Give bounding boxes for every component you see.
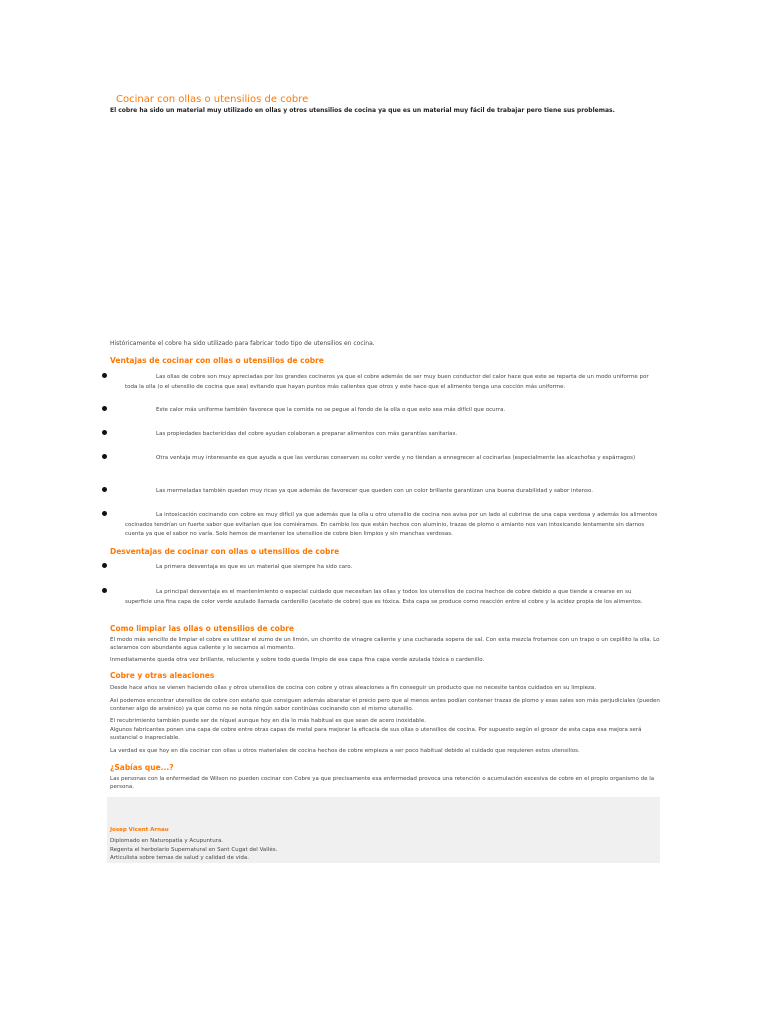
author-name: Josep Vicent Arnau: [110, 827, 169, 833]
historic-paragraph: Históricamente el cobre ha sido utilizado para fabricar todo tipo de utensilios en cocina.: [110, 340, 375, 347]
ventajas-item: Las mermeladas también quedan muy ricas ya que además de favorecer que queden con un color brillante garantizan una buena durabilidad y sabor intenso.: [156, 488, 593, 494]
bullet-icon: [102, 406, 107, 411]
aleaciones-paragraph: Así podemos encontrar utensilios de cobre con estaño que consiguen además abaratar el precio pero que al menos antes podían contener trazas de plomo y esas sales son más perjudiciales (pueden contener algo de arsénico) ya que como no se nota ningún sabor continúas cocinando con el mismo utensilio.: [110, 698, 660, 712]
bullet-icon: [102, 563, 107, 568]
heading-desventajas: Desventajas de cocinar con ollas o utensilios de cobre: [110, 547, 340, 556]
bullet-icon: [102, 454, 107, 459]
limpiar-paragraph: El modo más sencillo de limpiar el cobre es utilizar el zumo de un limón, un chorrito de vinagre caliente y una cucharada sopera de sal. Con esta mezcla frotamos con un trapo o un cepillito la olla. Lo aclaramos con abundante agua caliente y lo secamos al momento.: [110, 637, 660, 651]
heading-aleaciones: Cobre y otras aleaciones: [110, 671, 215, 680]
aleaciones-paragraph: La verdad es que hoy en día cocinar con ollas u otros materiales de cocina hechos de cobre empieza a ser poco habitual debido al cuidado que requieren estos utensilios.: [110, 748, 580, 754]
aleaciones-paragraph: Algunos fabricantes ponen una capa de cobre entre otras capas de metal para mejorar la eficacia de sus ollas o utensilios de cocina. Por supuesto según el grosor de esta capa esa mejora será sustancial o inapreciable.: [110, 727, 642, 741]
heading-sabias: ¿Sabías que...?: [110, 763, 174, 772]
ventajas-item: Las propiedades bactericidas del cobre ayudan colaboran a preparar alimentos con más garantías sanitarias.: [156, 431, 458, 437]
ventajas-item: Otra ventaja muy interesante es que ayuda a que las verduras conserven su color verde y no tiendan a ennegrecer al cocinarlas (especialmente las alcachofas y espárragos): [156, 455, 636, 461]
bullet-icon: [102, 588, 107, 593]
desventajas-item: La primera desventaja es que es un material que siempre ha sido caro.: [156, 564, 353, 570]
aleaciones-paragraph: Desde hace años se vienen haciendo ollas y otros utensilios de cocina con cobre y otras aleaciones a fin conseguir un producto que no necesite tantos cuidados en su limpieza.: [110, 685, 597, 691]
bullet-icon: [102, 430, 107, 435]
aleaciones-paragraph: El recubrimiento también puede ser de níquel aunque hoy en día lo más habitual es que sean de acero inoxidable.: [110, 718, 426, 724]
author-bio-line: Regenta el herbolario Supernatural en Sant Cugat del Vallès.: [110, 847, 278, 853]
heading-ventajas: Ventajas de cocinar con ollas o utensilios de cobre: [110, 356, 324, 365]
ventajas-item: Las ollas de cobre son muy apreciadas por los grandes cocineros ya que el cobre además de ser muy buen conductor del calor hace que este se reparta de un modo uniforme por toda la olla (o el utensilio de cocina que sea) evitando que hayan puntos más calientes que otros y este hace que el alimento tenga una cocción más uniforme.: [125, 374, 649, 390]
bullet-icon: [102, 487, 107, 492]
ventajas-item: La intoxicación cocinando con cobre es muy difícil ya que además que la olla u otro utensilio de cocina nos avisa por un lado al cubrirse de una capa verdosa y además los alimentos cocinados tendrían un fuerte sabor que evitarían que los comiéramos. En cambio los que están hechos con aluminio, trazas de plomo o amianto nos van intoxicando lentamente sin darnos cuenta ya que el sabor no varía. Solo hemos de mantener los utensilios de cobre bien limpios y sin manchas verdosas.: [125, 512, 658, 537]
desventajas-item: La principal desventaja es el mantenimiento o especial cuidado que necesitan las ollas y todos los utensilios de cocina hechos de cobre debido a que tiende a crearse en su superficie una fina capa de color verde azulado llamada cardenillo (acetato de cobre) que es tóxica. Esta capa se produce como reacción entre el cobre y la acidez propia de los alimentos.: [125, 589, 643, 605]
heading-limpiar: Como limpiar las ollas o utensilios de cobre: [110, 624, 294, 633]
author-bio-line: Articulista sobre temas de salud y calidad de vida.: [110, 855, 249, 861]
ventajas-item: Este calor más uniforme también favorece que la comida no se pegue al fondo de la olla o que esto sea más difícil que ocurra.: [156, 407, 506, 413]
article-title: Cocinar con ollas o utensilios de cobre: [116, 94, 309, 105]
bullet-icon: [102, 511, 107, 516]
sabias-paragraph: Las personas con la enfermedad de Wilson no pueden cocinar con Cobre ya que precisamente esa enfermedad provoca una retención o acumulación excesiva de cobre en el propio organismo de la persona.: [110, 776, 655, 790]
author-bio-line: Diplomado en Naturopatía y Acupuntura.: [110, 838, 224, 844]
article-intro: El cobre ha sido un material muy utilizado en ollas y otros utensilios de cocina ya que es un material muy fácil de trabajar pero tiene sus problemas.: [110, 107, 615, 114]
bullet-icon: [102, 373, 107, 378]
author-box: [107, 797, 660, 863]
limpiar-paragraph: Inmediatamente queda otra vez brillante, reluciente y sobre todo queda limpio de esa capa fina capa verde azulada tóxica o cardenillo.: [110, 657, 485, 663]
